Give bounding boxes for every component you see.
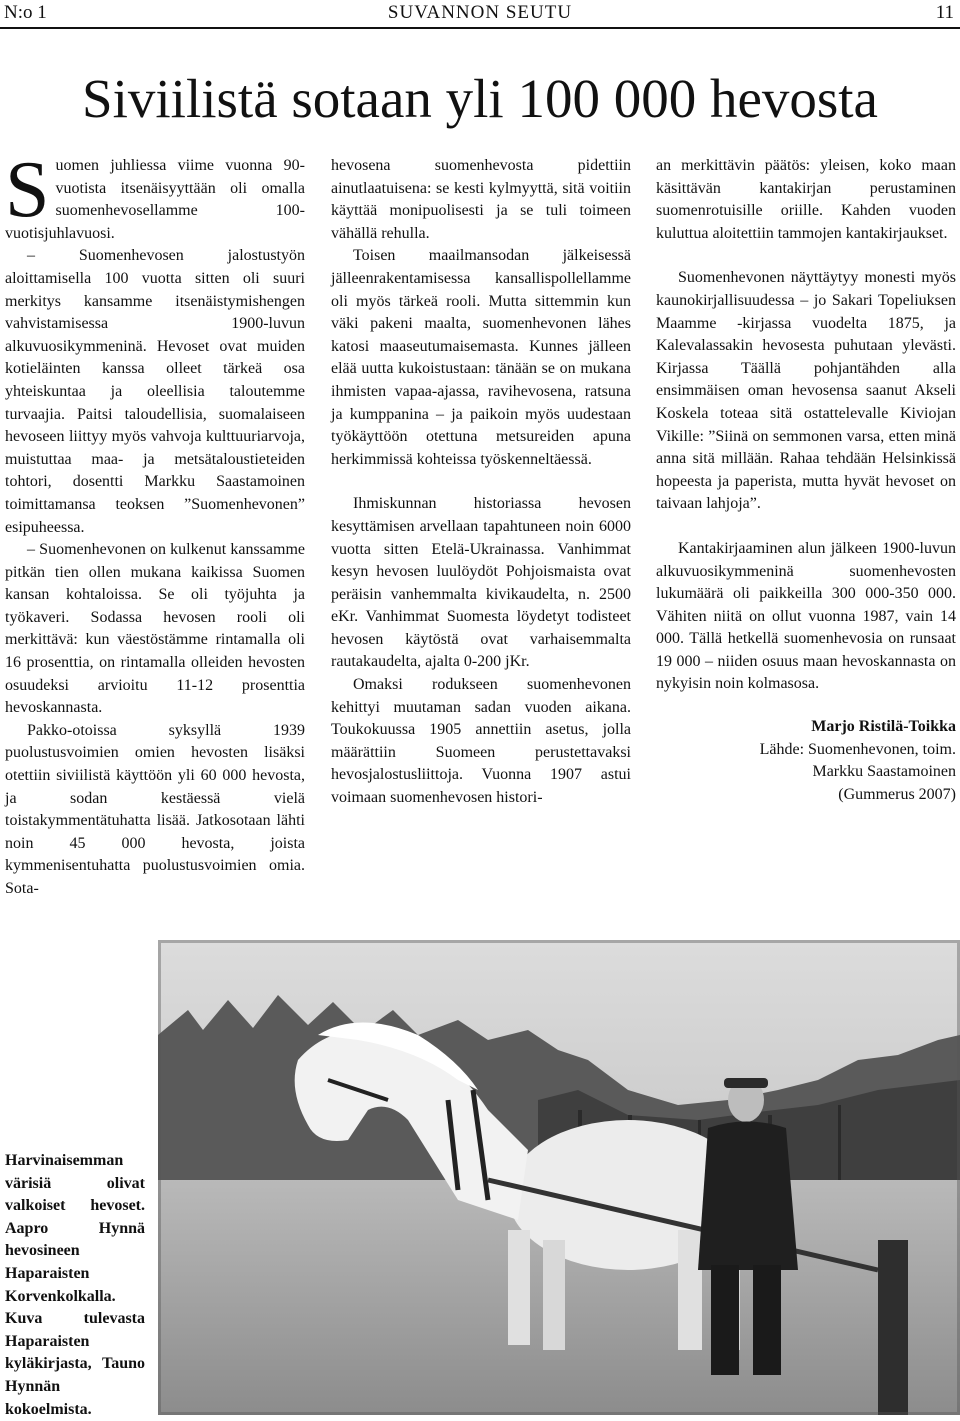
source-line: Markku Saastamoinen [812, 763, 956, 781]
author-byline: Marjo Ristilä-Toikka [811, 718, 956, 736]
source-line: (Gummerus 2007) [838, 785, 956, 803]
lead-text: uomen juhliessa viime vuonna 90-vuotista itsenäisyyttään oli omalla suomenhevosellamme 100-vuotisjuhlavuosi. [5, 157, 305, 242]
paragraph: Omaksi rodukseen suomenhevonen kehittyi muutaman sadan vuoden aikana. Toukokuussa 1905 annettiin asetus, jolla määrättiin Suomeen perustettavaksi hevosjalostusliittoja. Vuonna 1907 astui voimaan suomenhevosen histori- [331, 676, 631, 807]
header-rule [0, 27, 960, 29]
paragraph: Kantakirjaaminen alun jälkeen 1900-luvun alkuvuosikymmeninä suomenhevosten lukumäärä oli paikkeilla 300 000-350 000. Vähiten niitä on ollut vuonna 1987, vain 14 000. Tällä hetkellä suomenhevosia on runsaat 19 000 – niiden osuus maan hevoskannasta on nykyisin noin kolmasosa. [656, 539, 956, 693]
article-column-1 [5, 146, 305, 901]
lead-paragraph [5, 146, 305, 245]
paragraph: – Suomenhevonen on kulkenut kanssamme pitkän tien ollen mukana kaikissa Suomen kansan kohtaloissa. Se oli työjuhta ja työkaveri. Sodassa hevosen rooli oli merkittävä: kun väestöstämme rintamalla oli 16 prosenttia, on rintamalla olleiden hevosten osuudeksi arvioitu 11-12 prosenttia hevoskannasta. [5, 541, 305, 717]
newspaper-name: SUVANNON SEUTU [387, 2, 573, 23]
paragraph: hevosena suomenhevosta pidettiin ainutlaatuisena: se kesti kylmyyttä, sitä voitiin käyttää monipuolisesti ja se tuli toimeen vähällä rehulla. [331, 157, 631, 242]
article-column-2 [331, 155, 631, 810]
article-headline: Siviilistä sotaan yli 100 000 hevosta [82, 68, 878, 129]
paragraph: Suomenhevonen näyttäytyy monesti myös kaunokirjallisuudessa – jo Sakari Topeliuksen Maamme -kirjassa vuodelta 1875, ja Kalevalassakin hevosesta puhutaan ylevästi. Kirjassa Täällä pohjantähden alla ensimmäisen oman hevosensa saanut Akseli Koskela toteaa sitä ostattelevalle Kiviojan Vikille: ”Siinä on semmonen varsa, etten minä anna sitä millään. Rahaa tehdään Helsinkissä hopeesta ja paperista, mutta hyvät hevoset on taivaan lahjoja”. [656, 269, 956, 513]
paragraph: Ihmiskunnan historiassa hevosen kesyttämisen arvellaan tapahtuneen noin 6000 vuotta sitten Etelä-Ukrainassa. Vanhimmat kesyn hevosen luulöydöt Pohjoismaista ovat peräisin vanhemmalta kivikaudelta, n. 2500 eKr. Vanhimmat Suomesta löydetyt todisteet hevosen käytöstä ovat varhaisemmalta rautakaudelta, ajalta 0-200 jKr. [331, 495, 631, 671]
issue-number: N:o 1 [4, 2, 47, 23]
paragraph: an merkittävin päätös: yleisen, koko maan käsittävän kantakirjan perustaminen suomenrotuisille oriille. Kahden vuoden kuluttua aloitettiin tammojen kantakirjaukset. [656, 157, 956, 242]
article-column-3 [656, 155, 956, 806]
page-number: 11 [935, 2, 954, 23]
paragraph: Toisen maailmansodan jälkeisessä jälleenrakentamisessa kansallispollellamme oli myös tärkeä rooli. Mutta sittemmin kun väki pakeni maalta, suomenhevonen lähes katosi maaseutumaisemasta. Kunnes jälleen elää uutta kukoistustaan: tänään se on mukana ihmisten vapaa-ajassa, ravihevosena, ratsuna ja kumppanina – ja paikoin myös uudestaan työkäyttöön otettuna metsureiden apuna herkimmissä kohteissa työskenneltäessä. [331, 247, 631, 468]
page-header [0, 0, 960, 30]
source-line: Lähde: Suomenhevonen, toim. [759, 740, 956, 758]
paragraph: – Suomenhevosen jalostustyön aloittamisella 100 vuotta sitten oli suuri merkitys kansamme itsenäistymishengen vahvistamisessa 1900-luvun alkuvuosikymmeninä. Hevoset ovat muiden kotieläinten kanssa olleet tärkeä osa yhteiskuntaa ja oleellisia taloutemme turvaajia. Paitsi taloudellisia, suomalaiseen hevoseen liittyy myös vahvoja kulttuuriarvoja, muistuttaa maa- ja metsätaloustieteiden tohtori, dosentti Markku Saastamoinen toimittamansa teoksen ”Suomenhevonen” esipuheessa. [5, 247, 305, 536]
article-credits [656, 716, 956, 806]
photo-caption: Harvinaisemman värisiä olivat valkoiset hevoset. Aapro Hynnä hevosineen Haparaisten Korvenkolkalla. Kuva tulevasta Haparaisten kyläkirjasta, Tauno Hynnän kokoelmista. [5, 1152, 145, 1418]
drop-cap: S [5, 146, 50, 234]
paragraph: Pakko-otoissa syksyllä 1939 puolustusvoimien omien hevosten lisäksi otettiin siviilistä käyttöön yli 60 000 hevosta, ja sodan kestäessä vielä toistakymmentätuhatta lisää. Jatkosotaan lähti noin 45 000 hevosta, joista kymmenisentuhatta puolustusvoimien omia. Sota- [5, 721, 305, 897]
horse-photo [158, 940, 960, 1415]
